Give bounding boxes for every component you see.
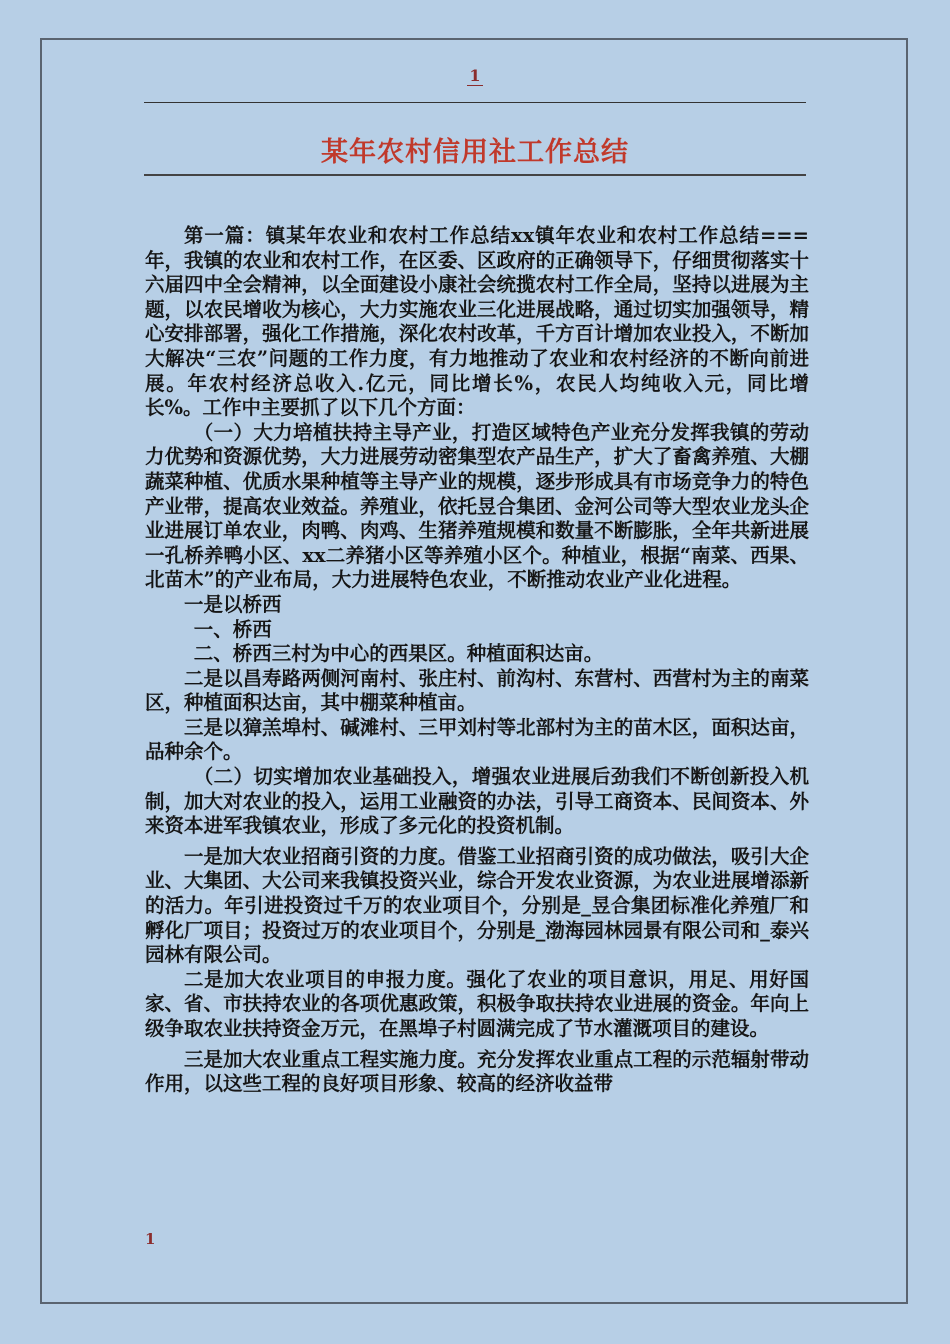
paragraph: 二是加大农业项目的申报力度。强化了农业的项目意识，用足、用好国家、省、市扶持农业的各项优惠政策，积极争取扶持农业进展的资金。年向上级争取农业扶持资金万元，在黑埠子村圆满完成了节水灌溉项目的建设。 [145,967,809,1040]
paragraph: 一是加大农业招商引资的力度。借鉴工业招商引资的成功做法，吸引大企业、大集团、大公司来我镇投资兴业，综合开发农业资源，为农业进展增添新的活力。年引进投资过千万的农业项目个，分别是_昱合集团标准化养殖厂和孵化厂项目；投资过万的农业项目个，分别是_渤海园林园景有限公司和_泰兴园林有限公司。 [145,844,809,967]
paragraph: 一是以桥西 [184,592,282,616]
paragraph: 第一篇：镇某年农业和农村工作总结xx镇年农业和农村工作总结===年，我镇的农业和农村工作，在区委、区政府的正确领导下，仔细贯彻落实十六届四中全会精神，以全面建设小康社会统揽农村工作全局，坚持以进展为主题，以农民增收为核心，大力实施农业三化进展战略，通过切实加强领导，精心安排部署，强化工作措施，深化农村改革，千方百计增加农业投入，不断加大解决“三农”问题的工作力度，有力地推动了农业和农村经济的不断向前进展。年农村经济总收入.亿元，同比增长%，农民人均纯收入元，同比增长%。工作中主要抓了以下几个方面： [145,224,809,420]
paragraph: 三是加大农业重点工程实施力度。充分发挥农业重点工程的示范辐射带动作用，以这些工程的良好项目形象、较高的经济收益带 [145,1047,809,1096]
paragraph: （二）切实增加农业基础投入，增强农业进展后劲我们不断创新投入机制，加大对农业的投入，运用工业融资的办法，引导工商资本、民间资本、外来资本进军我镇农业，形成了多元化的投资机制。 [145,765,809,838]
paragraph: 二是以昌寿路两侧河南村、张庄村、前沟村、东营村、西营村为主的南菜区，种植面积达亩，其中棚菜种植亩。 [145,666,809,715]
header-rule [144,102,806,103]
paragraph: 三是以獐羔埠村、碱滩村、三甲刘村等北部村为主的苗木区，面积达亩，品种余个。 [145,715,809,764]
document-title: 某年农村信用社工作总结 [321,137,629,168]
header-page-number [0,66,950,85]
header-page-number-text: 1 [469,66,481,85]
paragraph: 二、桥西三村为中心的西果区。种植面积达亩。 [193,642,604,666]
footer-page-number: 1 [145,1230,156,1248]
document-body [145,224,809,1097]
paragraph: （一）大力培植扶持主导产业，打造区域特色产业充分发挥我镇的劳动力优势和资源优势，大力进展劳动密集型农产品生产，扩大了畜禽养殖、大棚蔬菜种植、优质水果种植等主导产业的规模，逐步形成具有市场竞争力的特色产业带，提高农业效益。养殖业，依托昱合集团、金河公司等大型农业龙头企业进展订单农业，肉鸭、肉鸡、生猪养殖规模和数量不断膨胀，全年共新进展一孔桥养鸭小区、xx二养猪小区等养殖小区个。种植业，根据“南菜、西果、北苗木”的产业布局，大力进展特色农业，不断推动农业产业化进程。 [145,420,809,592]
paragraph: 一、桥西 [193,617,272,641]
title-rule [144,174,806,176]
